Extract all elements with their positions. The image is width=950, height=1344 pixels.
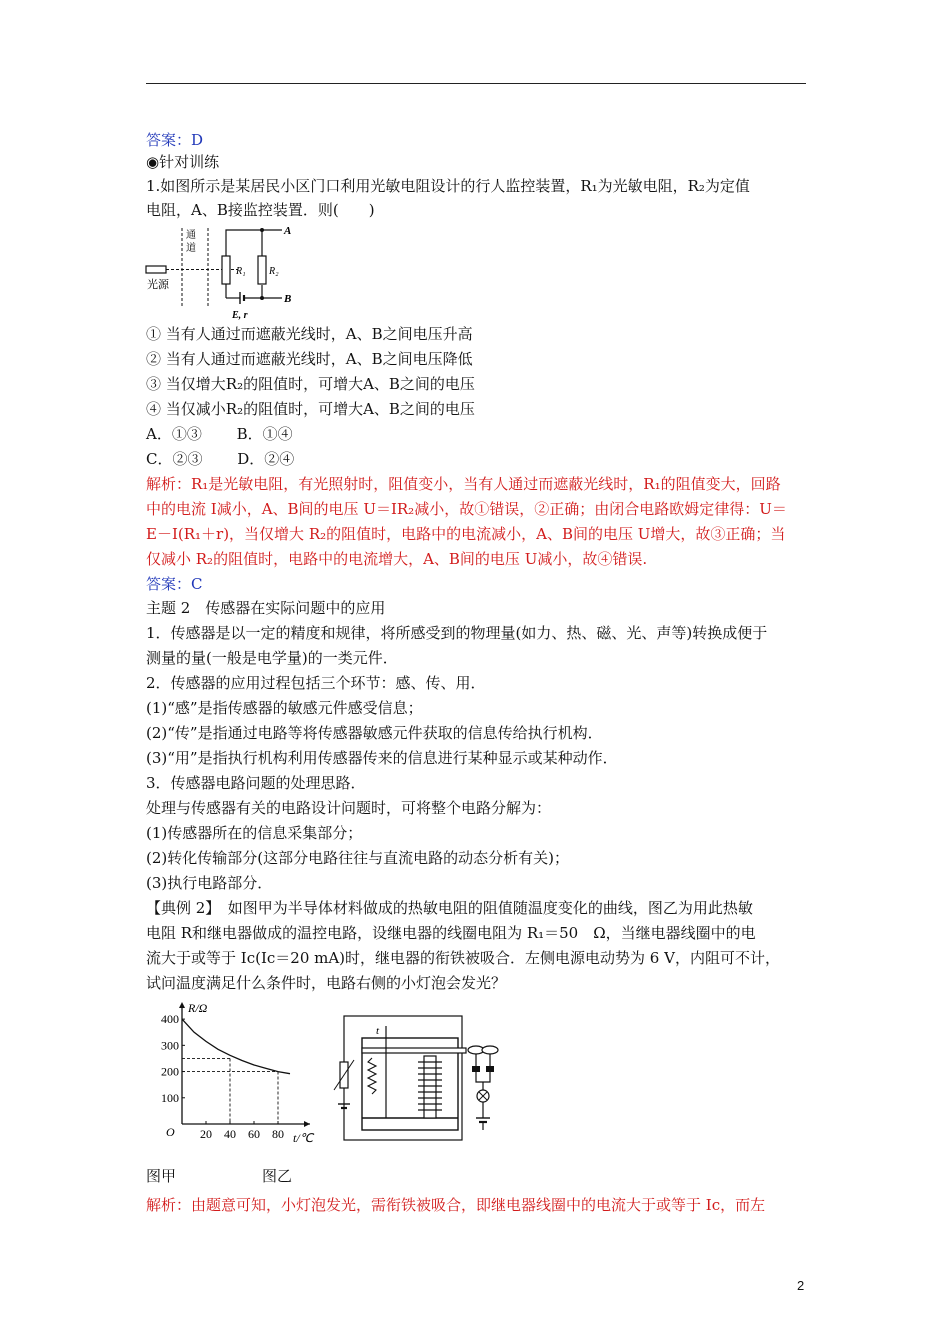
armature <box>362 1048 466 1053</box>
answer-1 <box>146 130 203 150</box>
example-2-line-2: 电阻 R和继电器做成的温控电路，设继电器的线圈电阻为 R₁＝50 Ω，当继电器线圈中的电 <box>146 924 756 942</box>
y-tick-label: 200 <box>161 1064 179 1079</box>
answer-2-label: 答案： <box>146 575 192 593</box>
terminal-b-label: B <box>284 293 292 305</box>
source-label: 光源 <box>147 279 169 291</box>
statement-4: ④ 当仅减小R₂的阻值时，可增大A、B之间的电压 <box>146 400 475 418</box>
x-tick-label: 80 <box>272 1127 284 1141</box>
topic-2-p1-line-1: 1．传感器是以一定的精度和规律，将所感受到的物理量(如力、热、磁、光、声等)转换成便于 <box>146 624 768 642</box>
light-source-symbol <box>146 266 166 273</box>
y-axis-label: R/Ω <box>188 1001 208 1015</box>
topic-2-p2-1: (1)“感”是指传感器的敏感元件感受信息； <box>146 699 423 717</box>
channel-label-1: 通 <box>186 230 196 241</box>
top-wire <box>226 230 282 269</box>
answer-1-label: 答案： <box>146 131 192 149</box>
analysis-1-line-1: 解析：R₁是光敏电阻，有光照射时，阻值变小，当有人通过而遮蔽光线时，R₁的阻值变大，回路 <box>146 475 781 493</box>
x-tick-label: 60 <box>248 1127 260 1141</box>
topic-2-p3-1: (1)传感器所在的信息采集部分； <box>146 824 363 842</box>
x-tick-label: 20 <box>200 1127 212 1141</box>
topic-2-p2-3: (3)“用”是指执行机构利用传感器传来的信息进行某种显示或某种动作． <box>146 749 618 767</box>
y-tick-label: 400 <box>161 1012 179 1027</box>
r1-label: R₁ <box>236 266 246 277</box>
caption-fig-a: 图甲 <box>146 1167 177 1185</box>
y-axis-arrow <box>179 1002 185 1008</box>
x-axis-label: t/℃ <box>293 1131 314 1145</box>
analysis-1-line-4: 仅减小 R₂的阻值时，电路中的电流增大，A、B间的电压 U减小，故④错误. <box>146 550 648 568</box>
topic-2-p3-3: (3)执行电路部分． <box>146 874 273 892</box>
channel-label-2: 道 <box>186 243 196 254</box>
x-tick-label: 40 <box>224 1127 236 1141</box>
analysis-1-line-3: E－I(R₁＋r)，当仅增大 R₂的阻值时，电路中的电流减小，A、B间的电压 U增大，故③正确；当 <box>146 525 786 543</box>
analysis-1-line-2: 中的电流 I减小，A、B间的电压 U＝IR₂减小，故①错误，②正确；由闭合电路欧姆定律得：U＝ <box>146 500 787 518</box>
q1-stem-line-1: 1.如图所示是某居民小区门口利用光敏电阻设计的行人监控装置，R₁为光敏电阻，R₂为定值 <box>146 177 750 195</box>
r2-resistor <box>258 256 266 284</box>
origin-label: O <box>166 1125 175 1139</box>
terminal-a-label: A <box>284 225 292 237</box>
example-2-line-1: 【典例 2】 如图甲为半导体材料做成的热敏电阻的阻值随温度变化的曲线，图乙为用此热敏 <box>146 899 753 917</box>
statement-2: ② 当有人通过而遮蔽光线时，A、B之间电压降低 <box>146 350 473 368</box>
r1-resistor <box>222 256 230 284</box>
answer-1-value: D <box>191 131 204 149</box>
example-2-line-3: 流大于或等于 Ic(Ic＝20 mA)时，继电器的衔铁被吸合．左侧电源电动势为 6 V，内阻可不计， <box>146 949 780 967</box>
y-tick-label: 300 <box>161 1038 179 1053</box>
topic-2-p1-line-2: 测量的量(一般是电学量)的一类元件． <box>146 649 398 667</box>
statement-1: ① 当有人通过而遮蔽光线时，A、B之间电压升高 <box>146 325 473 343</box>
topic-2-p2: 2．传感器的应用过程包括三个环节：感、传、用． <box>146 674 486 692</box>
topic-2-p2-2: (2)“传”是指通过电路等将传感器敏感元件获取的信息传给执行机构． <box>146 724 603 742</box>
answer-2-value: C <box>191 575 203 593</box>
section-title: ◉针对训练 <box>146 153 220 171</box>
options-line-2: C．②③ D．②④ <box>146 450 295 468</box>
spring <box>368 1058 376 1094</box>
q1-circuit-figure <box>144 222 304 322</box>
r-vs-t-curve <box>182 1019 290 1074</box>
thermistor-chart <box>144 996 319 1146</box>
emf-label: E, r <box>232 310 248 321</box>
statement-3: ③ 当仅增大R₂的阻值时，可增大A、B之间的电压 <box>146 375 475 393</box>
x-axis-arrow <box>304 1121 310 1127</box>
y-tick-label: 100 <box>161 1090 179 1105</box>
topic-2-p3-intro: 处理与传感器有关的电路设计问题时，可将整个电路分解为： <box>146 799 552 817</box>
topic-2-title: 主题 2 传感器在实际问题中的应用 <box>146 599 386 617</box>
relay-circuit-figure <box>330 1010 510 1146</box>
example-2-line-4: 试问温度满足什么条件时，电路右侧的小灯泡会发光？ <box>146 974 507 992</box>
page-number: 2 <box>797 1278 805 1293</box>
header-rule <box>146 83 806 84</box>
caption-fig-b: 图乙 <box>262 1167 293 1185</box>
analysis-2-line-1: 解析：由题意可知，小灯泡发光，需衔铁被吸合，即继电器线圈中的电流大于或等于 Ic，而左 <box>146 1196 766 1214</box>
options-line-1: A．①③ B．①④ <box>146 425 293 443</box>
topic-2-p3: 3．传感器电路问题的处理思路． <box>146 774 366 792</box>
topic-2-p3-2: (2)转化传输部分(这部分电路往往与直流电路的动态分析有关)； <box>146 849 569 867</box>
iron-core <box>424 1056 436 1118</box>
q1-stem-line-2: 电阻，A、B接监控装置．则( ) <box>146 201 375 219</box>
t-label: t <box>376 1025 380 1037</box>
answer-2 <box>146 574 203 594</box>
r2-label: R₂ <box>269 266 279 277</box>
